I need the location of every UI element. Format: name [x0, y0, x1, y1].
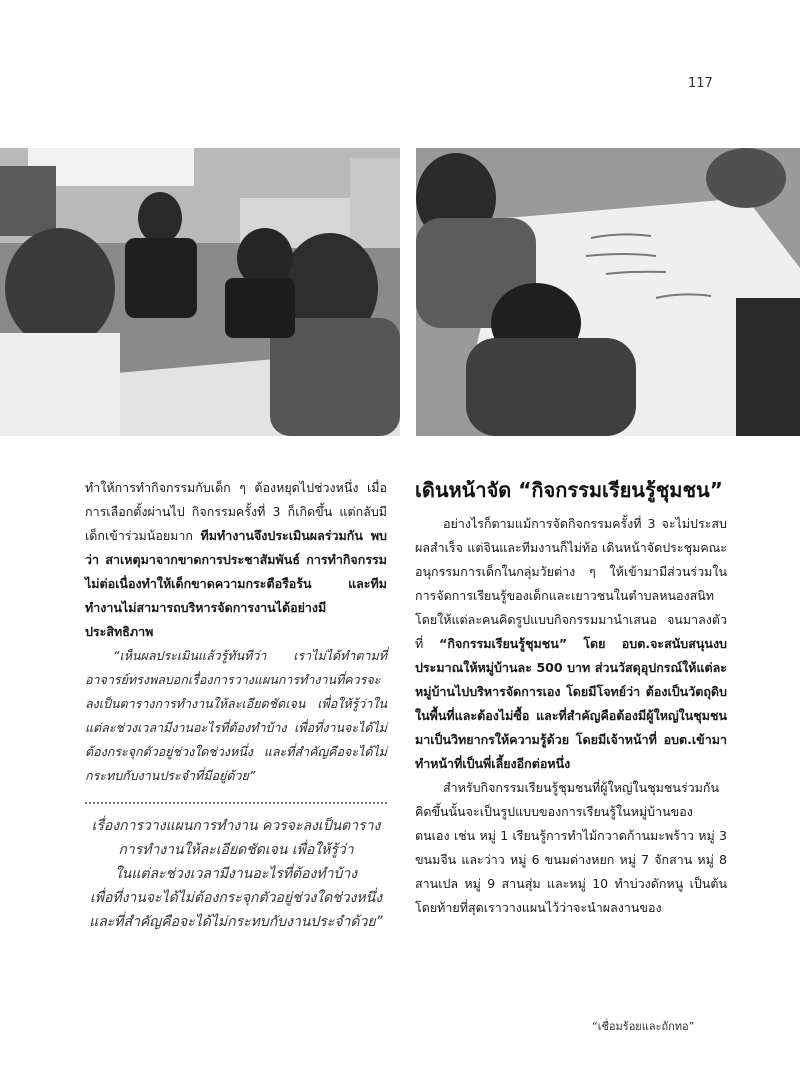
section-heading: เดินหน้าจัด “กิจกรรมเรียนรู้ชุมชน”	[415, 478, 723, 502]
pullquote-line: เรื่องการวางแผนการทำงาน ควรจะลงเป็นตาราง	[91, 818, 381, 834]
pullquote-line: เพื่อที่งานจะได้ไม่ต้องกระจุกตัวอยู่ช่วงใดช่วงหนึ่ง	[89, 890, 383, 906]
pullquote	[85, 814, 387, 934]
right-paragraph-1-regular: อย่างไรก็ตามแม้การจัดกิจกรรมครั้งที่ 3 จะไม่ประสบผลสำเร็จ แต่จินและทีมงานก็ไม่ท้อ เดินหน้าจัดประชุมคณะอนุกรรมการเด็กในกลุ่มวัยต่าง ๆ ให้เข้ามามีส่วนร่วมในการจัดการเรียนรู้ของเด็กและเยาวชนในตำบลหนองสนิท โดยให้แต่ละคนคิดรูปแบบกิจกรรมมานำเสนอ จนมาลงตัวที่	[415, 516, 727, 651]
page-footer: “เชื่อมร้อยและถักทอ”	[592, 1020, 695, 1033]
left-quote: “เห็นผลประเมินแล้วรู้ทันทีว่า เราไม่ได้ทำตามที่อาจารย์ทรงพลบอกเรื่องการวางแผนการทำงานที่ควรจะลงเป็นตารางการทำงานให้ละเอียดชัดเจน เพื่อให้รู้ว่าในแต่ละช่วงเวลามีงานอะไรที่ต้องทำบ้าง เพื่อที่งานจะได้ไม่ต้องกระจุกตัวอยู่ช่วงใดช่วงหนึ่ง และที่สำคัญคือจะได้ไม่กระทบกับงานประจำที่มีอยู่ด้วย”	[85, 648, 387, 783]
right-paragraph-1	[415, 512, 727, 776]
left-paragraph-bold: ทีมทำงานจึงประเมินผลร่วมกัน พบว่า สาเหตุมาจากขาดการประชาสัมพันธ์ การทำกิจกรรมไม่ต่อเนื่องทำให้เด็กขาดความกระตือรือร้น และทีมทำงานไม่สามารถบริหารจัดการงานได้อย่างมีประสิทธิภาพ	[85, 528, 387, 639]
left-paragraph-regular: ทำให้การทำกิจกรรมกับเด็ก ๆ ต้องหยุดไปช่วงหนึ่ง เมื่อการเลือกตั้งผ่านไป กิจกรรมครั้งที่ 3 ก็เกิดขึ้น แต่กลับมีเด็กเข้าร่วมน้อยมาก	[85, 480, 387, 543]
left-paragraph	[85, 476, 387, 644]
right-paragraph-1-bold: “กิจกรรมเรียนรู้ชุมชน” โดย อบต.จะสนับสนุนงบประมาณให้หมู่บ้านละ 500 บาท ส่วนวัสดุอุปกรณ์ให้แต่ละหมู่บ้านไปบริหารจัดการเอง โดยมีโจทย์ว่า ต้องเป็นวัตถุดิบในพื้นที่และต้องไม่ซื้อ และที่สำคัญคือต้องมีผู้ใหญ่ในชุมชนมาเป็นวิทยากรให้ความรู้ด้วย โดยมีเจ้าหน้าที่ อบต.เข้ามาทำหน้าที่เป็นพี่เลี้ยงอีกต่อหนึ่ง	[415, 636, 727, 771]
page-number: 117	[688, 76, 713, 91]
workshop-photo-right	[416, 148, 800, 436]
workshop-photo-left	[0, 148, 400, 436]
right-column	[415, 476, 727, 920]
pullquote-line: ในแต่ละช่วงเวลามีงานอะไรที่ต้องทำบ้าง	[114, 866, 358, 882]
right-paragraph-2: สำหรับกิจกรรมเรียนรู้ชุมชนที่ผู้ใหญ่ในชุมชนร่วมกันคิดขึ้นนั้นจะเป็นรูปแบบของการเรียนรู้ในหมู่บ้านของตนเอง เช่น หมู่ 1 เรียนรู้การทำไม้กวาดก้านมะพร้าว หมู่ 3 ขนมจีน และว่าว หมู่ 6 ขนมด่างหยก หมู่ 7 จักสาน หมู่ 8 สานเปล หมู่ 9 สานสุ่ม และหมู่ 10 ทำบ่วงดักหนู เป็นต้น โดยท้ายที่สุดเราวางแผนไว้ว่าจะนำผลงานของ	[415, 780, 727, 915]
pullquote-line: และที่สำคัญคือจะได้ไม่กระทบกับงานประจำด้วย”	[89, 914, 383, 930]
pullquote-line: การทำงานให้ละเอียดชัดเจน เพื่อให้รู้ว่า	[118, 842, 354, 858]
left-column	[85, 476, 387, 934]
pullquote-divider	[85, 802, 387, 804]
